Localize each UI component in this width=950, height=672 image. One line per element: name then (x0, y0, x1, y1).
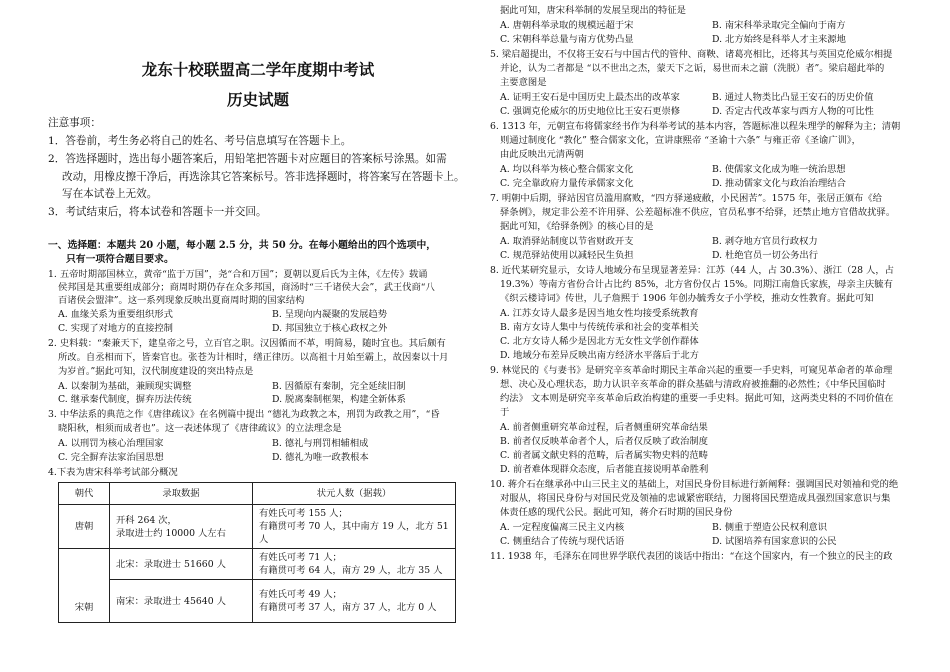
option-b: B. 通过人物类比凸显王安石的历史价值 (712, 92, 874, 103)
table-header: 录取数据 (110, 483, 253, 505)
question-text: 晓阳秋，相须而成者也”。这一表述体现了《唐律疏议》的立法理念是 (58, 423, 342, 434)
option-d: D. 脱离秦制框架，构建全新体系 (272, 394, 406, 405)
option-d: D. 德礼为唯一政教根本 (272, 452, 369, 463)
question-text: 《织云楼诗词》传世，儿子詹熙于 1906 年创办毓秀女子小学校，推动女性教育。据此可知 (500, 293, 874, 304)
exam-table (58, 482, 456, 623)
question-text: 对服从，将国民身份与对国民党及领袖的忠诚紧密联结，力图将国民塑造成具强烈国家意识与集 (500, 493, 891, 504)
table-header: 朝代 (59, 483, 110, 505)
data-cell (110, 505, 253, 549)
data-cell: 南宋：录取进士 45640 人 (110, 580, 253, 623)
option-d: D. 推动儒家文化与政治治理结合 (712, 178, 846, 189)
option-b: B. 因循原有秦制，完全延续旧制 (272, 381, 406, 392)
option-c: C. 继承秦代制度，摒弃历法传统 (58, 394, 192, 405)
option-c: C. 前者属文献史料的范畴，后者属实物史料的范畴 (500, 450, 708, 461)
question-text: 约法》 文本则是研究辛亥革命后政治构建的重要一手史料。据此可知，这两类史料的不同价值在 (500, 393, 894, 404)
result-cell (253, 549, 456, 580)
question-text: 想、决心及心理状态，助力认识辛亥革命的群众基础与清政府被推翻的必然性；《中华民国临时 (500, 379, 886, 390)
question-text: 为岁首。”据此可知，汉代制度建设的突出特点是 (58, 366, 254, 377)
option-a: A. 血缘关系为重要组织形式 (58, 309, 173, 320)
question-text: 4.下表为唐宋科举考试部分概况 (48, 467, 178, 478)
option-a: A. 证明王安石是中国历史上最杰出的改革家 (500, 92, 680, 103)
result-cell (253, 505, 456, 549)
option-d: D. 试图培养有国家意识的公民 (712, 536, 837, 547)
option-a: A. 江苏女诗人最多是因当地女性均接受系统教育 (500, 308, 699, 319)
cell-line: 开科 264 次， (116, 514, 177, 526)
question-text: 1. 五帝时期部国林立，黄帝“监于万国”，尧“合和万国”；夏朝以夏后氏为主体，《左传》载诵 (48, 269, 428, 280)
cell-line: 有籍贯可考 37 人，南方 37 人，北方 0 人 (259, 602, 437, 613)
option-a: A. 均以科举为核心整合儒家文化 (500, 164, 634, 175)
option-c: C. 北方女诗人稀少是因北方无女性文学创作群体 (500, 336, 699, 347)
option-b: B. 南方女诗人集中与传统传承和社会的变革相关 (500, 322, 699, 333)
question-text: 主要意图是 (500, 77, 547, 88)
table-row (59, 580, 456, 623)
option-c: C. 完全摒弃法家治国思想 (58, 452, 164, 463)
result-cell (253, 580, 456, 623)
option-b: B. 德礼与刑罚相辅相成 (272, 438, 369, 449)
question-text: 百诸侯会盟津”。这一系列现象反映出夏商周时期的国家结构 (58, 295, 305, 306)
question-text: 所改。自丞相而下，皆秦官也。张苍为计相时，缮正律历。以高祖十月始至霸上，故因秦以十月 (58, 352, 449, 363)
question-text: 19.3%）等南方省份合计占比约 85%，北方省份仅占 15%。同期江南詹氏家族，母亲主庆毓有 (500, 279, 893, 290)
question-text: 9. 林觉民的《与妻书》是研究辛亥革命时期民主革命兴起的重要一手史料，可窥见革命者的革命理 (490, 365, 893, 376)
table-row (59, 549, 456, 580)
notice-line: 2．答选择题时，选出每小题答案后，用铅笔把答题卡对应题目的答案标号涂黑。如需 (48, 153, 447, 165)
cell-line: 有籍贯可考 70 人，其中南方 19 人，北方 51 人 (259, 521, 449, 545)
cell-line: 有籍贯可考 64 人，南方 29 人，北方 35 人 (259, 565, 443, 576)
table-header: 状元人数（据载） (253, 483, 456, 505)
option-a: A. 唐朝科举录取的规模远超于宋 (500, 20, 634, 31)
option-b: B. 使儒家文化成为唯一统治思想 (712, 164, 846, 175)
question-text: 10. 蒋介石在继承孙中山三民主义的基础上，对国民身份目标进行新阐释：强调国民对领袖和党的绝 (490, 479, 899, 490)
option-b: B. 呈现向内凝聚的发展趋势 (272, 309, 388, 320)
option-c: C. 实现了对地方的直接控制 (58, 323, 173, 334)
question-text: 并论，认为二者都是 “以不世出之杰，蒙天下之诟，易世而未之湔（洗脱）者”。梁启超此举的 (500, 63, 885, 74)
notice-line: 3．考试结束后，将本试卷和答题卡一并交回。 (48, 206, 267, 218)
option-a: A. 一定程度偏离三民主义内核 (500, 522, 625, 533)
option-b: B. 南宋科举录取完全偏向于南方 (712, 20, 846, 31)
option-c: C. 强调克伦威尔的历史地位比王安石更崇修 (500, 106, 681, 117)
option-b: B. 前者仅反映革命者个人，后者仅反映了政治制度 (500, 436, 708, 447)
exam-title: 龙东十校联盟高二学年度期中考试 (141, 60, 375, 79)
dynasty-cell: 宋朝 (59, 549, 110, 623)
question-text: 则通过制度化 “教化” 整合儒家文化，宣讲康熙帝 “圣谕十六条” 与雍正帝《圣谕广训》， (500, 135, 861, 146)
section-heading: 一、选择题：本题共 20 小题，每小题 2.5 分，共 50 分。在每小题给出的四个选项中， (48, 240, 437, 251)
option-c: C. 规范驿站使用以减轻民生负担 (500, 250, 634, 261)
exam-subject: 历史试题 (226, 90, 289, 109)
option-a: A. 取消驿站制度以节省财政开支 (500, 236, 634, 247)
option-a: A. 以刑罚为核心治理国家 (58, 438, 164, 449)
data-cell: 北宋：录取进士 51660 人 (110, 549, 253, 580)
question-text: 5. 梁启超提出，不仅将王安石与中国古代的管仲、商鞅、诸葛亮相比，还将其与英国克伦威尔相提 (490, 49, 893, 60)
question-text: 据此可知，《给驿条例》的核心目的是 (500, 221, 654, 232)
notice-heading: 注意事项： (48, 117, 101, 129)
option-d: D. 杜绝官员一切公务出行 (712, 250, 819, 261)
question-text: 7. 明朝中后期，驿站因官员滥用腐败，“四方驿递疲敝，小民困苦”。1575 年，张居正颁布《给 (490, 193, 882, 204)
section-heading-cont: 只有一项符合题目要求。 (66, 254, 174, 265)
option-a: A. 以秦制为基础，兼顾现实调整 (58, 381, 192, 392)
question-text: 驿条例》，规定非公差不许用驿、公差超标准不供应，官员私事不给驿，还禁止地方官借故扰驿。 (500, 207, 896, 218)
option-d: D. 前者难体现群众态度，后者能直接说明革命胜利 (500, 464, 709, 475)
question-text: 体责任感的现代公民。据此可知，蒋介石时期的国民身份 (500, 507, 733, 518)
option-c: C. 完全靠政府力量传承儒家文化 (500, 178, 634, 189)
question-text: 3. 中华法系的典范之作《唐律疏议》在名例篇中提出 “德礼为政教之本，刑罚为政教之用”，“昏 (48, 409, 440, 420)
option-d: D. 北方始终是科举人才主来源地 (712, 34, 846, 45)
table-row (59, 505, 456, 549)
option-b: B. 侧重于塑造公民权利意识 (712, 522, 828, 533)
option-c: C. 侧重结合了传统与现代话语 (500, 536, 625, 547)
question-text: 由此反映出元清两朝 (500, 149, 584, 160)
notice-line: 写在本试卷上无效。 (62, 188, 158, 200)
option-b: B. 剥夺地方官员行政权力 (712, 236, 818, 247)
question-11-text: 11. 1938 年，毛泽东在同世界学联代表团的谈话中指出：“在这个国家内，有一个独立的民主的政 (490, 551, 893, 562)
question-text: 侯邦国是其重要组成部分；商周时期仍存在众多邦国，商汤时“三千诸侯大会”，武王伐商“八 (58, 282, 435, 293)
question-text: 于 (500, 407, 510, 418)
cell-line: 有姓氏可考 49 人； (259, 589, 342, 600)
cell-line: 录取进士约 10000 人左右 (116, 527, 226, 539)
dynasty-cell: 唐朝 (59, 505, 110, 549)
question-text: 2. 史料载：“秦兼天下，建皇帝之号，立百官之职。汉因循而不革，明简易，随时宜也。其后颇有 (48, 338, 446, 349)
cell-line: 有姓氏可考 71 人； (259, 552, 342, 563)
option-a: A. 前者侧重研究革命过程，后者侧重研究革命结果 (500, 422, 708, 433)
option-c: C. 宋朝科举总量与南方优势凸显 (500, 34, 634, 45)
option-d: D. 邦国独立于核心政权之外 (272, 323, 388, 334)
cell-line: 有姓氏可考 155 人； (259, 508, 348, 519)
notice-line: 改动，用橡皮擦干净后，再选涂其它答案标号。答非选择题时，将答案写在答题卡上。 (62, 171, 465, 183)
notice-line: 1．答卷前，考生务必将自己的姓名、考号信息填写在答题卡上。 (48, 135, 352, 147)
table-header-row (59, 483, 456, 505)
option-d: D. 否定古代改革家与西方人物的可比性 (712, 106, 874, 117)
option-d: D. 地域分布差异反映出南方经济水平落后于北方 (500, 350, 699, 361)
question-text: 6. 1313 年，元朝宣布将儒家经书作为科举考试的基本内容，答题标准以程朱理学的解释为主；清朝 (490, 121, 901, 132)
question-text: 据此可知，唐宋科举制的发展呈现出的特征是 (500, 5, 686, 16)
question-text: 8. 近代某研究显示，女诗人地域分布呈现显著差异：江苏（44 人，占 30.3%）、浙江（28 人，占 (490, 265, 894, 276)
